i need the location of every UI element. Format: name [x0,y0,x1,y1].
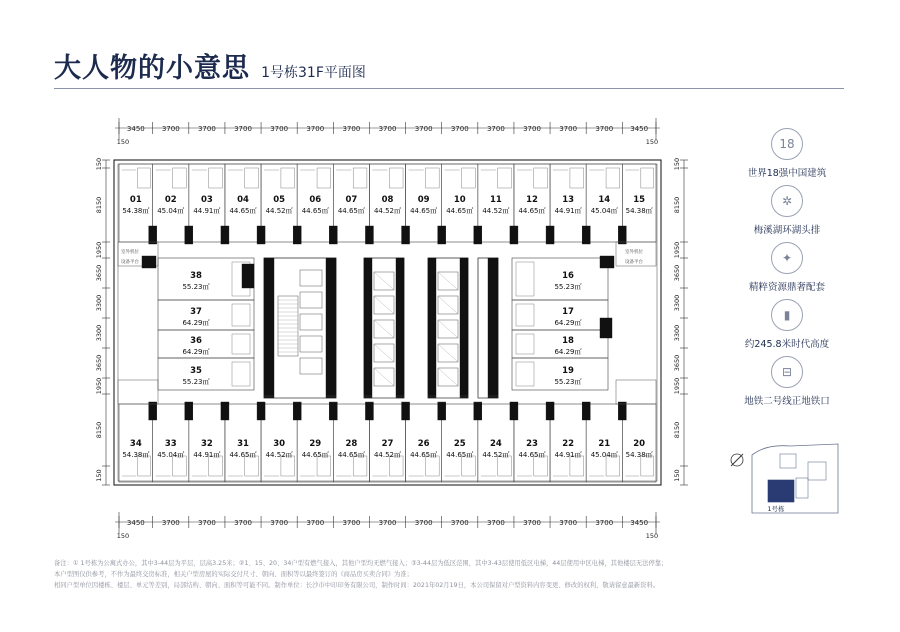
bottom-row-bath-27 [389,456,403,476]
bottom-row-unit-area: 44.65㎡ [446,451,474,459]
top-row-bath-13 [570,168,584,188]
right-unit-area: 64.29㎡ [554,319,582,327]
left-dimension-label: 150 [95,157,103,171]
bottom-dimension-label: 3700 [559,519,578,527]
top-row-bath-14 [606,168,620,188]
bottom-row-column [185,402,193,420]
right-dimension-label: 3650 [673,354,681,372]
top-row-bath-11 [498,168,512,188]
label-ac-position: 室外机位 [625,250,643,255]
bottom-row-column [510,402,518,420]
bottom-row-bath-25 [462,456,476,476]
right-unit-area: 64.29㎡ [554,348,582,356]
elevator-cross-center [374,272,394,290]
right-unit-number: 16 [562,271,574,281]
bottom-row-unit-number: 27 [381,439,394,449]
top-row-column [293,226,301,244]
top-row-unit-number: 01 [129,195,142,205]
bottom-dimension-label: 3700 [414,519,433,527]
right-side-column [600,318,612,338]
top-row-column [618,226,626,244]
label-equipment-platform: 设备平台 [625,260,643,265]
core-left-lift [300,292,322,308]
bottom-dimension-label: 3450 [630,519,649,527]
elevator-cross-center [374,344,394,362]
bottom-row-column [582,402,590,420]
top-dimension-label: 3700 [378,125,397,133]
top-row-column [329,226,337,244]
top-row-unit-area: 44.65㎡ [446,207,474,215]
top-row-bath-05 [281,168,295,188]
footnote-line-3: 相同户型单位因楼栋、楼层、单元等差别，局部结构、朝向、面积等可能不同。制作单位：长沙市中印印务有限公司，制作时间：2021年02月19日，本公司保留对户型资料内容变更、修改的权利，敬请留意最新资料。 [54,582,660,590]
top-dimension-label: 3700 [306,125,325,133]
bottom-row-unit-number: 21 [598,439,611,449]
left-unit-area: 55.23㎡ [182,283,210,291]
left-side-column [242,264,254,288]
bottom-dimension-label: 3700 [378,519,397,527]
bottom-row-bath-31 [245,456,259,476]
right-unit-area: 55.23㎡ [554,283,582,291]
footnote-line-2: 本户型图仅供参考，不作为最终交房标准，相关户型房屋的实际交付尺寸、朝向、面积等以最终签订的《商品房买卖合同》为准； [54,571,413,579]
right-bath-17 [516,304,534,326]
bottom-row-unit-area: 54.38㎡ [122,451,150,459]
core-center-wall [364,258,372,398]
left-unit-number: 37 [190,307,202,317]
core-right-stair-wall [488,258,498,398]
left-bath-37 [232,304,250,326]
right-dimension-label: 8150 [673,421,681,439]
top-dimension-label: 3700 [523,125,541,133]
bottom-row-column [257,402,265,420]
feature-label: 世界18强中国建筑 [747,168,827,179]
bottom-row-unit-area: 44.52㎡ [265,451,293,459]
top-row-column [185,226,193,244]
bottom-row-bath-20 [641,456,654,476]
core-left-lift [300,336,322,352]
top-row-column [221,226,229,244]
top-row-bath-09 [425,168,439,188]
elevator-cross-right [438,368,458,386]
bottom-row-column [365,402,373,420]
top-row-unit-number: 10 [453,195,466,205]
bottom-row-bath-33 [173,456,187,476]
site-plan-outline [752,444,838,513]
top-row-unit-number: 05 [273,195,286,205]
top-row-unit-area: 44.65㎡ [301,207,329,215]
top-row-bath-12 [534,168,548,188]
top-dimension-label: 3450 [630,125,649,133]
top-row-column [365,226,373,244]
bottom-dimension-label: 3450 [126,519,145,527]
resource-icon: ✦ [771,242,803,274]
top-row-unit-area: 44.52㎡ [265,207,293,215]
top-row-unit-number: 12 [526,195,538,205]
core-left-lift [300,270,322,286]
bottom-row-unit-number: 31 [237,439,249,449]
site-plan-building-label: 1号栋 [767,505,785,513]
bottom-row-column [474,402,482,420]
top-row-column [474,226,482,244]
bottom-row-unit-number: 29 [309,439,322,449]
core-left-lift [300,358,322,374]
elevator-cross-right [438,272,458,290]
bottom-dimension-label: 3700 [197,519,216,527]
bottom-row-unit-area: 44.52㎡ [482,451,510,459]
right-dimension-label: 3650 [673,264,681,282]
elevator-cross-right [438,320,458,338]
bottom-row-column [438,402,446,420]
bottom-row-unit-number: 32 [200,439,213,449]
top-row-unit-area: 45.04㎡ [590,207,618,215]
left-dimension-label: 3300 [95,324,103,342]
left-unit-area: 55.23㎡ [182,378,210,386]
top-row-unit-area: 44.65㎡ [410,207,438,215]
top-row-unit-area: 45.04㎡ [157,207,185,215]
elevator-cross-right [438,344,458,362]
bottom-row-unit-number: 34 [129,439,142,449]
top-row-unit-number: 09 [417,195,430,205]
bottom-row-unit-area: 44.65㎡ [518,451,546,459]
bottom-dimension-label: 3700 [486,519,505,527]
right-bath-18 [516,334,534,354]
top-row-unit-number: 07 [345,195,358,205]
right-unit-number: 19 [562,366,574,376]
feature-label: 精粹资源鼎奢配套 [748,282,825,293]
bottom-dimension-label: 3700 [234,519,252,527]
top-row-column [149,226,157,244]
top-dimension-label: 3700 [342,125,361,133]
right-dimension-label: 150 [673,469,681,482]
top-row-column [546,226,554,244]
core-left-lift [300,314,322,330]
right-dimension-label: 1950 [673,241,681,259]
top-row-bath-08 [389,168,403,188]
top-row-bath-02 [173,168,187,188]
top-dimension-edge-left: 150 [116,138,130,146]
right-dimension-label: 150 [673,157,681,171]
core-right-wall [428,258,436,398]
badge-18-icon: 18 [771,128,803,160]
top-row-unit-area: 54.38㎡ [122,207,150,215]
feature-label: 地铁二号线正地铁口 [744,396,830,407]
top-row-bath-03 [209,168,223,188]
left-dimension-label: 8150 [95,421,103,439]
bottom-row-column [546,402,554,420]
bottom-row-column [149,402,157,420]
top-row-unit-area: 44.52㎡ [482,207,510,215]
left-dimension-label: 3650 [95,354,103,372]
top-row-column [438,226,446,244]
bottom-row-bath-32 [209,456,223,476]
bottom-row-unit-number: 33 [164,439,177,449]
bottom-row-unit-area: 44.65㎡ [337,451,365,459]
elevator-cross-right [438,296,458,314]
bottom-row-unit-area: 45.04㎡ [157,451,185,459]
elevator-cross-center [374,296,394,314]
bottom-row-bath-23 [534,456,548,476]
left-dimension-label: 3300 [95,294,103,312]
bottom-row-bath-34 [138,456,151,476]
tower-icon: ▮ [771,299,803,331]
top-row-bath-10 [462,168,476,188]
bottom-dimension-edge-right: 150 [645,532,659,540]
core-right-wall-2 [460,258,468,398]
top-dimension-label: 3700 [595,125,614,133]
top-row-unit-number: 02 [164,195,177,205]
top-dimension-label: 3700 [450,125,469,133]
right-dimension-label: 1950 [673,377,681,395]
bottom-row-bath-30 [281,456,295,476]
top-dimension-label: 3700 [161,125,180,133]
right-dimension-label: 3300 [673,294,681,312]
top-row-bath-15 [641,168,654,188]
bottom-row-unit-area: 44.91㎡ [193,451,221,459]
top-row-unit-area: 44.65㎡ [518,207,546,215]
bottom-row-unit-area: 44.65㎡ [410,451,438,459]
top-dimension-label: 3700 [197,125,216,133]
top-dimension-label: 3700 [270,125,289,133]
right-dimension-label: 8150 [673,196,681,214]
bottom-dimension-label: 3700 [270,519,289,527]
page-title: 大人物的小意思 [54,53,250,84]
bottom-row-unit-number: 28 [345,439,358,449]
top-row-column [582,226,590,244]
bottom-right-balcony [616,380,656,404]
left-corner-column [142,256,156,268]
left-unit-number: 35 [190,366,202,376]
site-plan-building-4 [780,454,796,468]
bottom-row-bath-26 [425,456,439,476]
elevator-cross-center [374,320,394,338]
bottom-dimension-label: 3700 [306,519,325,527]
top-dimension-label: 3700 [234,125,252,133]
feature-item [722,242,852,293]
core-left-wall [264,258,274,398]
left-bath-35 [232,362,250,386]
bottom-row-unit-area: 44.52㎡ [373,451,402,459]
bottom-row-unit-area: 44.91㎡ [554,451,582,459]
bottom-row-bath-22 [570,456,584,476]
top-row-unit-number: 04 [237,195,249,205]
site-plan-building-2 [796,478,808,498]
bottom-dimension-edge-left: 150 [116,532,130,540]
left-unit-area: 64.29㎡ [182,348,210,356]
bottom-row-bath-21 [606,456,620,476]
core-stairwell [278,296,298,356]
bottom-row-unit-area: 44.65㎡ [229,451,257,459]
left-unit-area: 64.29㎡ [182,319,210,327]
bottom-row-unit-area: 54.38㎡ [625,451,653,459]
bottom-dimension-label: 3700 [342,519,361,527]
left-bath-36 [232,334,250,354]
top-row-unit-number: 08 [381,195,394,205]
site-plan-building-1 [768,480,794,502]
left-unit-38 [158,258,254,300]
bottom-dimension-label: 3700 [595,519,614,527]
top-row-bath-07 [353,168,367,188]
footnote-line-1: 备注：① 1号栋为公寓式办公，其中3-44层为平层，层高3.25米；②1、15、20、34户型有燃气接入，其他户型均无燃气接入；③3-44层为低区范围，其中3-43层使用低区电梯，44层使用中区电梯，其他楼层无法停靠； [54,560,668,567]
bottom-row-unit-number: 22 [562,439,575,449]
top-row-unit-number: 06 [309,195,322,205]
bottom-dimension-label: 3700 [161,519,180,527]
bottom-row-unit-number: 26 [417,439,430,449]
left-unit-number: 38 [190,271,202,281]
top-row-column [402,226,410,244]
right-bath-19 [516,362,534,386]
bottom-row-unit-number: 25 [453,439,466,449]
top-row-unit-number: 14 [598,195,611,205]
bottom-row-column [221,402,229,420]
bottom-row-unit-number: 23 [526,439,538,449]
top-row-bath-01 [138,168,151,188]
label-ac-position: 室外机位 [121,250,139,255]
core-center-wall-2 [396,258,404,398]
bottom-row-column [329,402,337,420]
bottom-row-unit-number: 20 [633,439,646,449]
right-dimension-label: 3300 [673,324,681,342]
label-equipment-platform: 设备平台 [121,260,139,265]
metro-icon: ⊟ [771,356,803,388]
left-dimension-label: 3650 [95,264,103,282]
top-row-unit-area: 44.65㎡ [229,207,257,215]
top-row-unit-number: 11 [489,195,502,205]
top-row-unit-number: 03 [200,195,213,205]
bottom-row-unit-area: 45.04㎡ [590,451,618,459]
right-unit-area: 55.23㎡ [554,378,582,386]
left-dimension-label: 8150 [95,196,103,214]
bottom-left-balcony [118,380,158,404]
feature-item [722,128,852,179]
footnotes [54,558,854,592]
page-subtitle: 1号栋31F平面图 [261,65,366,81]
left-dimension-label: 1950 [95,241,103,259]
top-row-unit-area: 44.91㎡ [193,207,221,215]
top-dimension-label: 3700 [414,125,433,133]
top-row-column [510,226,518,244]
elevator-cross-center [374,368,394,386]
bottom-dimension-label: 3700 [450,519,469,527]
top-row-unit-area: 44.91㎡ [554,207,582,215]
top-row-unit-area: 54.38㎡ [625,207,653,215]
top-row-unit-area: 44.65㎡ [337,207,365,215]
feature-label: 约245.8米时代高度 [744,339,830,350]
top-row-bath-06 [317,168,331,188]
bottom-row-column [618,402,626,420]
top-row-unit-number: 15 [633,195,646,205]
top-row-unit-number: 13 [562,195,575,205]
flower-icon: ✲ [771,185,803,217]
bottom-row-unit-number: 30 [273,439,286,449]
left-unit-number: 36 [190,336,202,346]
feature-item [722,356,852,407]
feature-label: 梅溪湖环湖头排 [753,225,821,236]
right-unit-number: 18 [562,336,574,346]
right-unit-16 [512,258,608,300]
bottom-row-unit-area: 44.65㎡ [301,451,329,459]
bottom-dimension-label: 3700 [523,519,541,527]
top-row-column [257,226,265,244]
site-plan-building-3 [808,462,826,480]
top-dimension-edge-right: 150 [645,138,659,146]
top-row-unit-area: 44.52㎡ [373,207,402,215]
right-unit-number: 17 [562,307,574,317]
bottom-row-column [402,402,410,420]
right-corner-column [600,256,614,268]
bottom-row-bath-28 [353,456,367,476]
left-dimension-label: 1950 [95,377,103,395]
bottom-row-bath-29 [317,456,331,476]
left-dimension-label: 150 [95,469,103,482]
top-dimension-label: 3700 [559,125,578,133]
top-dimension-label: 3450 [126,125,145,133]
core-left-wall-2 [326,258,336,398]
feature-item [722,185,852,236]
bottom-row-bath-24 [498,456,512,476]
feature-item [722,299,852,350]
right-bath-16 [516,262,534,296]
top-dimension-label: 3700 [486,125,505,133]
bottom-row-unit-number: 24 [489,439,502,449]
top-row-bath-04 [245,168,259,188]
bottom-row-column [293,402,301,420]
